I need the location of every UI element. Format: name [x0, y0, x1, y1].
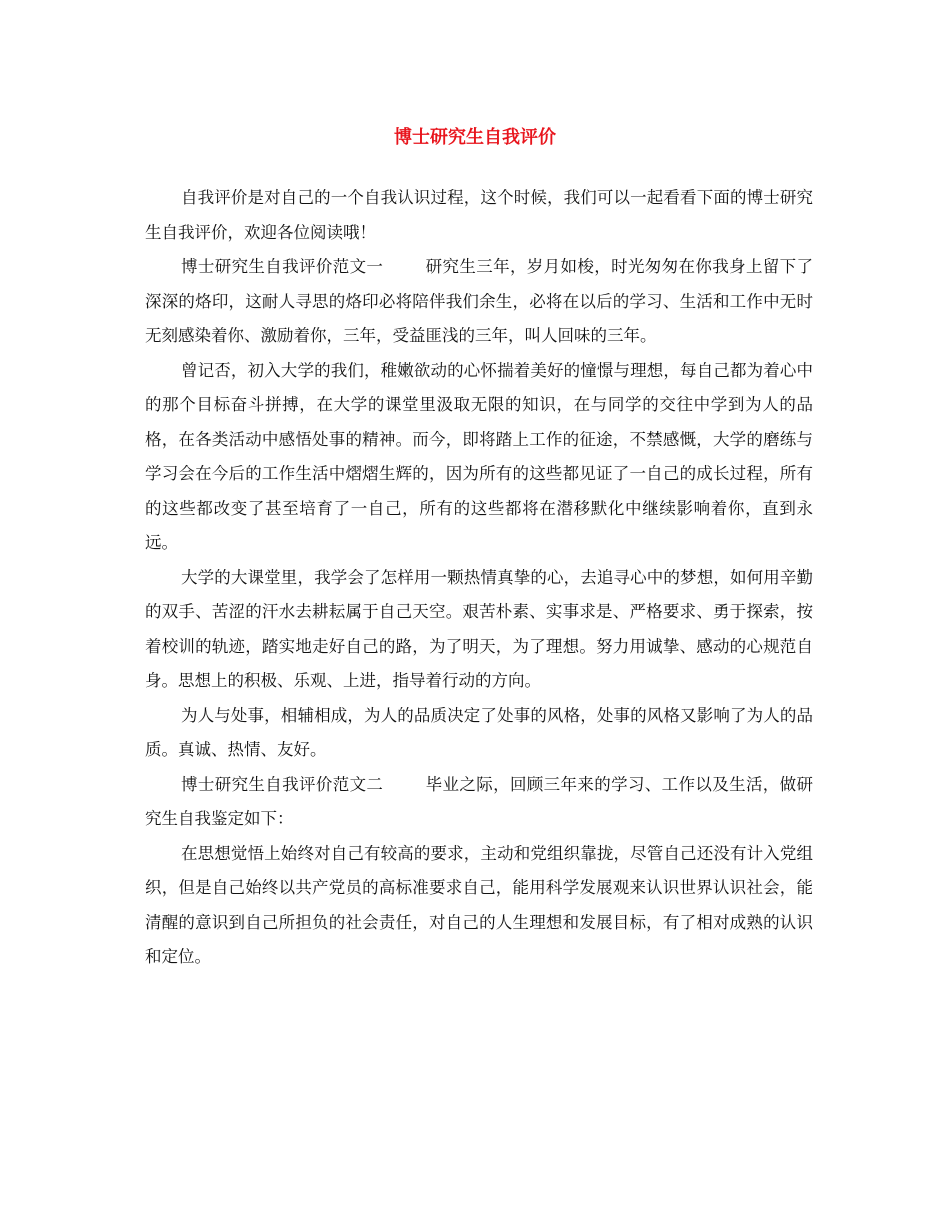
paragraph	[145, 837, 813, 975]
document-title: 博士研究生自我评价	[394, 127, 556, 148]
section-heading: 博士研究生自我评价范文一	[181, 257, 384, 276]
paragraph	[145, 768, 813, 837]
document-body	[145, 181, 813, 975]
paragraph	[145, 181, 813, 250]
paragraph-text: 在思想觉悟上始终对自己有较高的要求，主动和党组织靠拢，尽管自己还没有计入党组织，但是自己始终以共产党员的高标准要求自己，能用科学发展观来认识世界认识社会，能清醒的意识到自己所担负的社会责任，对自己的人生理想和发展目标，有了相对成熟的认识和定位。	[145, 843, 813, 966]
paragraph	[145, 699, 813, 768]
section-heading: 博士研究生自我评价范文二	[181, 774, 384, 794]
paragraph-text: 曾记否，初入大学的我们，稚嫩欲动的心怀揣着美好的憧憬与理想，每自己都为着心中的那个目标奋斗拼搏，在大学的课堂里汲取无限的知识，在与同学的交往中学到为人的品格，在各类活动中感悟处事的精神。而今，即将踏上工作的征途，不禁感慨，大学的磨练与学习会在今后的工作生活中熠熠生辉的，因为所有的这些都见证了一自己的成长过程，所有的这些都改变了甚至培育了一自己，所有的这些都将在潜移默化中继续影响着你，直到永远。	[145, 360, 813, 552]
paragraph-text: 研究生三年，岁月如梭，时光匆匆在你我身上留下了深深的烙印，这耐人寻思的烙印必将陪伴我们余生，必将在以后的学习、生活和工作中无时无刻感染着你、激励着你，三年，受益匪浅的三年，叫人回味的三年。	[145, 257, 814, 345]
paragraph-text: 为人与处事，相辅相成，为人的品质决定了处事的风格，处事的风格又影响了为人的品质。真诚、热情、友好。	[145, 705, 813, 759]
paragraph	[145, 354, 813, 561]
paragraph-text: 毕业之际，回顾三年来的学习、工作以及生活，做研究生自我鉴定如下：	[145, 774, 814, 828]
paragraph	[145, 250, 813, 354]
paragraph-text: 大学的大课堂里，我学会了怎样用一颗热情真挚的心，去追寻心中的梦想，如何用辛勤的双手、苦涩的汗水去耕耘属于自己天空。艰苦朴素、实事求是、严格要求、勇于探索，按着校训的轨迹，踏实地走好自己的路，为了明天，为了理想。努力用诚挚、感动的心规范自身。思想上的积极、乐观、上进，指导着行动的方向。	[145, 567, 813, 690]
paragraph-text: 自我评价是对自己的一个自我认识过程，这个时候，我们可以一起看看下面的博士研究生自我评价，欢迎各位阅读哦！	[145, 188, 813, 242]
paragraph	[145, 561, 813, 699]
